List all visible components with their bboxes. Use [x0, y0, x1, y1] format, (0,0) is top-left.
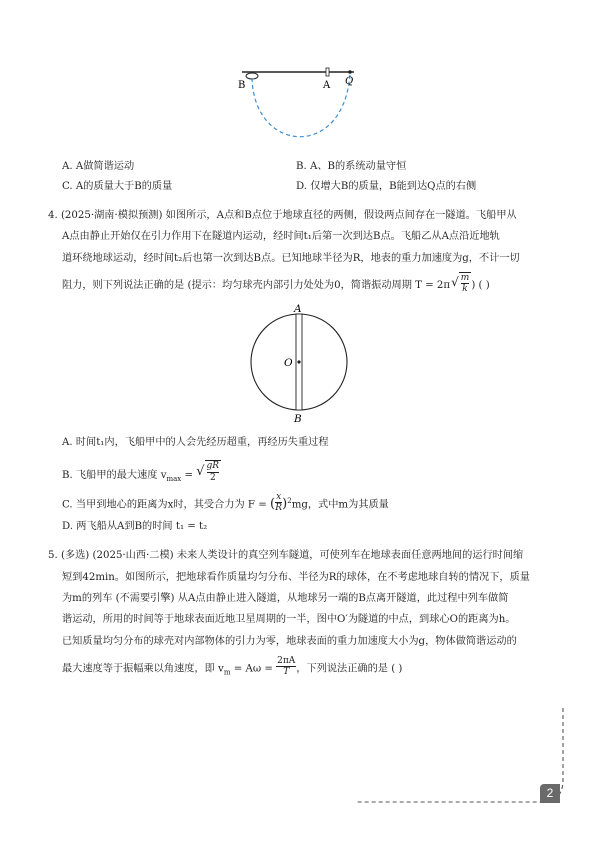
q4-option-b: B. 飞船甲的最大速度 $v_{max}$ = √ $\frac{gR}{2}$	[62, 461, 220, 484]
q4-stem-line3: 道环绕地球运动，经时间t₂后也第一次到达B点。已知地球半径为R，地表的重力加速度为g，不计一切	[62, 253, 520, 264]
page-number: 2	[540, 784, 560, 803]
q4-stem-line1: 4. (2025·湖南·模拟预测) 如图所示，A点和B点位于地球直径的两侧，假设两点间存在一隧道。飞船甲从	[48, 210, 517, 221]
q5-stem-line5: 已知质量均匀分布的球壳对内部物体的引力为零，地球表面的重力加速度大小为g，物体做简谐运动的	[62, 636, 517, 647]
q4-option-a: A. 时间t₁内，飞船甲中的人会先经历超重，再经历失重过程	[62, 437, 329, 448]
q4-option-d: D. 两飞船从A到B的时间 t₁ = t₂	[62, 521, 208, 532]
label-q: Q	[345, 76, 354, 87]
center-o	[297, 360, 300, 363]
q5-stem-line3: 为m的列车 (不需要引擎) 从A点由静止进入隧道，从地球另一端的B点离开隧道，此过程中列车做简	[62, 593, 509, 604]
q4-stem-line2: A点由静止开始仅在引力作用下在隧道内运动，经时间t₁后第一次到达B点。飞船乙从A点沿近地轨	[62, 231, 500, 242]
label-b-bottom: B	[294, 413, 302, 425]
label-a-top: A	[294, 303, 302, 315]
q5-stem-line4: 谐运动，所用的时间等于地球表面近地卫星周期的一半，图中O′为隧道的中点，到球心O的距离为h。	[62, 614, 516, 625]
q4-stem-line4: 阻力，则下列说法正确的是 (提示：均匀球壳内部引力处处为0，简谐振动周期 T = 2π√ $\frac{m}{k}$ ) ( )	[62, 273, 490, 294]
q3-option-d: D. 仅增大B的质量，B能到达Q点的右侧	[296, 181, 477, 192]
object-a-ring	[326, 68, 329, 76]
q3-option-b: B. A、B的系统动量守恒	[296, 161, 407, 172]
q3-option-a: A. A做简谐运动	[62, 161, 135, 172]
q3-option-c: C. A的质量大于B的质量	[62, 181, 173, 192]
label-a: A	[323, 80, 331, 91]
label-b: B	[238, 80, 246, 91]
q5-stem-line2: 短到42min。如图所示，把地球看作质量均匀分布、半径为R的球体，在不考虑地球自转的情况下，质量	[62, 572, 530, 583]
q5-stem-line1: 5. (多选) (2025·山西·二模) 未来人类设计的真空列车隧道，可使列车在地球表面任意两地间的运行时间缩	[48, 550, 524, 561]
q4-option-c: C. 当甲到地心的距离为x时，其受合力为 F = ( $\frac{x}{R}$ )$^2$mg，式中m为其质量	[62, 492, 389, 513]
figure-earth-tunnel	[244, 300, 354, 426]
point-q	[348, 70, 352, 74]
label-o: O	[284, 357, 293, 369]
q5-stem-line6: 最大速度等于振幅乘以角速度，即 $v_m = A\omega$ = $\frac{2\pi A}{T}$ ，下列说法正确的是 ( )	[62, 656, 403, 677]
page-corner-decoration	[355, 706, 570, 806]
figure-rod-pendulum	[232, 64, 364, 150]
dashed-arc	[252, 74, 350, 137]
